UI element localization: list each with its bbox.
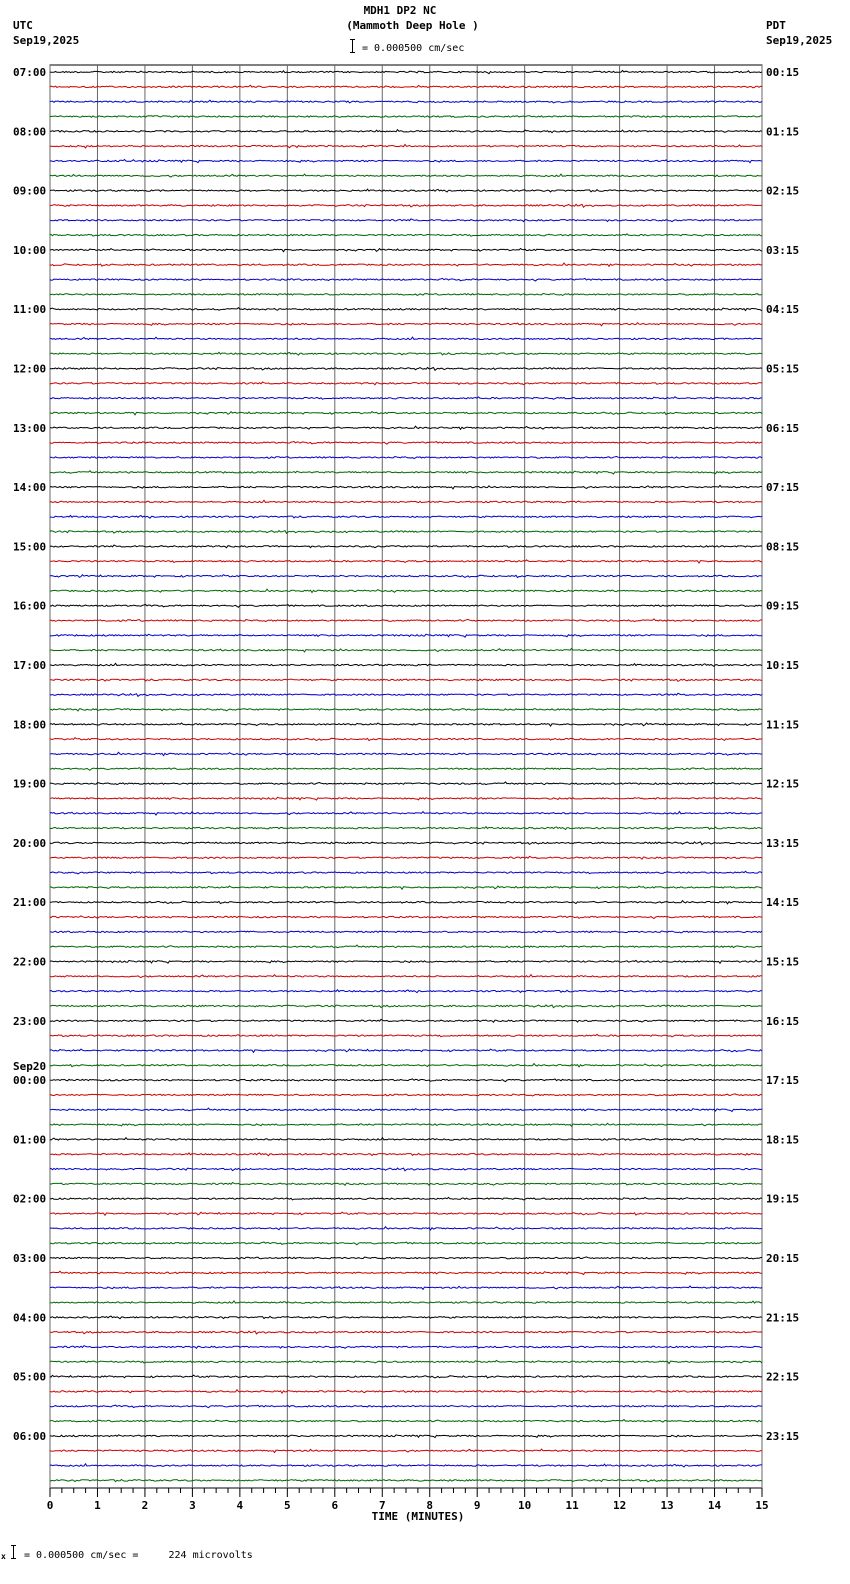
seismic-trace [50,426,762,429]
seismic-trace [50,990,762,993]
seismic-trace [50,1346,762,1349]
seismic-trace [50,1435,762,1438]
seismic-trace [50,500,762,502]
seismic-trace [50,160,762,163]
footer-mark: x [1,1552,6,1561]
date-change-label: Sep20 [13,1060,47,1074]
seismic-trace [50,1183,762,1186]
pdt-hour-label: 00:15 [766,66,800,79]
x-tick-label: 7 [378,1499,386,1512]
seismic-trace [50,100,762,103]
utc-hour-label: 02:00 [13,1192,47,1206]
pdt-hour-label: 02:15 [766,184,800,198]
x-tick-label: 0 [46,1499,54,1512]
pdt-hour-label: 01:15 [766,125,800,139]
seismic-trace [50,945,762,948]
seismic-trace [50,1360,762,1363]
pdt-hour-label: 10:15 [766,659,800,672]
seismic-trace [50,1271,762,1274]
pdt-hour-label: 09:15 [766,599,800,613]
x-tick-label: 8 [426,1499,434,1512]
seismic-trace [50,842,762,845]
scale-label: = 0.000500 cm/sec [362,43,465,54]
pdt-hour-label: 08:15 [766,540,800,554]
seismic-trace [50,1301,762,1303]
utc-hour-label: 00:00 [13,1074,47,1088]
seismic-trace [50,397,762,400]
plot-frame [50,65,762,1488]
pdt-hour-label: 13:15 [766,836,800,850]
seismic-trace [50,368,762,371]
seismic-trace [50,1197,762,1200]
utc-hour-label: 06:00 [13,1429,47,1443]
seismic-trace [50,1464,762,1467]
seismic-trace [50,219,762,222]
pdt-hour-label: 17:15 [766,1074,800,1088]
seismic-trace [50,485,762,489]
utc-hour-label: 01:00 [13,1133,47,1147]
seismic-trace [50,323,762,326]
seismic-trace [50,812,762,816]
utc-hour-label: 03:00 [13,1252,47,1265]
utc-hour-label: 10:00 [13,243,47,257]
seismic-trace [50,1286,762,1289]
pdt-hour-label: 05:15 [766,362,800,376]
seismic-trace [50,871,762,874]
pdt-hour-label: 21:15 [766,1311,800,1325]
pdt-hour-label: 19:15 [766,1192,800,1206]
seismic-trace [50,145,762,148]
seismic-trace [50,1390,762,1393]
seismic-trace [50,663,762,666]
x-tick-label: 14 [707,1499,722,1512]
left-timezone: UTC [13,19,33,32]
seismic-trace [50,1405,762,1408]
seismic-trace [50,619,762,622]
x-tick-label: 9 [473,1499,481,1512]
x-axis-label: TIME (MINUTES) [371,1510,465,1523]
seismic-trace [50,960,762,963]
seismic-trace [50,85,762,88]
seismic-trace [50,782,762,785]
seismic-trace [50,1005,762,1008]
utc-hour-label: 08:00 [13,125,47,139]
x-tick-label: 11 [565,1499,579,1512]
utc-hour-label: 14:00 [13,481,47,495]
seismic-trace [50,1316,762,1319]
left-date: Sep19,2025 [13,34,80,47]
seismic-trace [50,174,762,177]
seismic-trace [50,531,762,534]
x-tick-label: 2 [141,1499,149,1512]
seismic-trace [50,1019,762,1022]
seismic-trace [50,827,762,830]
x-tick-label: 15 [755,1499,769,1512]
x-tick-label: 10 [518,1499,532,1512]
utc-hour-label: 16:00 [13,599,47,613]
seismic-trace [50,1331,762,1334]
seismic-trace [50,1094,762,1096]
seismic-trace [50,1242,762,1245]
seismic-trace [50,931,762,933]
footer-scale-label: = 0.000500 cm/sec = 224 microvolts [24,1550,253,1561]
utc-hour-label: 23:00 [13,1014,47,1028]
seismic-trace [50,1138,762,1140]
seismic-trace [50,649,762,652]
seismic-trace [50,886,762,889]
x-tick-label: 13 [660,1499,674,1512]
x-tick-label: 4 [236,1499,244,1512]
pdt-hour-label: 06:15 [766,421,800,435]
pdt-hour-label: 14:15 [766,896,800,910]
right-date: Sep19,2025 [766,34,833,47]
utc-hour-label: 12:00 [13,362,47,376]
pdt-hour-label: 18:15 [766,1133,800,1147]
seismic-trace [50,679,762,681]
seismic-trace [50,545,762,548]
utc-hour-label: 18:00 [13,718,47,732]
station-location: (Mammoth Deep Hole ) [346,19,479,32]
seismic-trace [50,1212,762,1215]
pdt-hour-label: 12:15 [766,777,800,791]
seismic-trace [50,901,762,904]
seismic-trace [50,456,762,458]
seismic-trace [50,71,762,74]
seismic-trace [50,693,762,696]
utc-hour-label: 19:00 [13,777,47,791]
utc-hour-label: 05:00 [13,1370,47,1384]
utc-hour-label: 11:00 [13,303,47,317]
seismic-trace [50,1449,762,1452]
seismic-trace [50,975,762,978]
seismic-trace [50,204,762,207]
seismic-trace [50,294,762,296]
pdt-hour-label: 03:15 [766,243,800,257]
seismic-trace [50,752,762,755]
x-tick-label: 3 [189,1499,196,1512]
pdt-hour-label: 16:15 [766,1014,800,1028]
utc-hour-label: 21:00 [13,896,47,910]
footer-scale-bar-icon [11,1545,17,1559]
seismic-trace [50,856,762,859]
seismic-trace [50,1123,762,1126]
seismic-trace [50,797,762,800]
seismic-trace [50,605,762,608]
utc-hour-label: 04:00 [13,1311,47,1325]
utc-hour-label: 13:00 [13,421,47,435]
seismic-trace [50,1257,762,1259]
seismic-trace [50,352,762,355]
seismic-trace [50,1049,762,1052]
utc-hour-label: 22:00 [13,955,47,969]
pdt-hour-label: 23:15 [766,1429,800,1443]
seismic-trace [50,1079,762,1082]
utc-hour-label: 07:00 [13,66,47,79]
seismic-trace [50,337,762,339]
seismic-trace [50,412,762,415]
pdt-hour-label: 20:15 [766,1252,800,1265]
seismic-trace [50,1375,762,1378]
seismic-trace [50,515,762,518]
pdt-hour-label: 04:15 [766,303,800,317]
seismic-trace [50,442,762,445]
seismic-trace [50,263,762,266]
seismic-trace [50,278,762,281]
pdt-hour-label: 15:15 [766,955,800,969]
pdt-hour-label: 22:15 [766,1370,800,1384]
seismic-trace [50,634,762,637]
seismic-trace [50,1064,762,1067]
seismic-trace [50,234,762,237]
x-tick-label: 1 [94,1499,101,1512]
seismic-trace [50,189,762,192]
utc-hour-label: 15:00 [13,540,47,554]
seismic-trace [50,382,762,385]
utc-hour-label: 20:00 [13,836,47,850]
pdt-hour-label: 11:15 [766,718,800,732]
seismic-trace [50,1168,762,1171]
seismic-trace [50,1227,762,1230]
seismic-trace [50,560,762,563]
seismic-trace [50,471,762,474]
seismic-trace [50,589,762,592]
seismic-trace [50,249,762,252]
seismic-trace [50,709,762,711]
seismic-trace [50,738,762,741]
station-title: MDH1 DP2 NC [363,4,437,17]
utc-hour-label: 17:00 [13,659,47,672]
seismic-trace [50,1034,762,1037]
pdt-hour-label: 07:15 [766,481,800,495]
seismic-trace [50,308,762,311]
seismic-trace [50,1108,762,1111]
utc-hour-label: 09:00 [13,184,47,198]
seismic-trace [50,768,762,771]
x-tick-label: 6 [331,1499,339,1512]
x-tick-label: 12 [612,1499,627,1512]
x-tick-label: 5 [284,1499,291,1512]
seismic-trace [50,1153,762,1156]
seismic-trace [50,1420,762,1423]
right-timezone: PDT [766,19,786,32]
seismic-trace [50,1480,762,1482]
seismic-trace [50,575,762,578]
seismic-trace [50,723,762,726]
seismic-trace [50,916,762,919]
seismic-trace [50,130,762,133]
seismic-trace [50,116,762,118]
